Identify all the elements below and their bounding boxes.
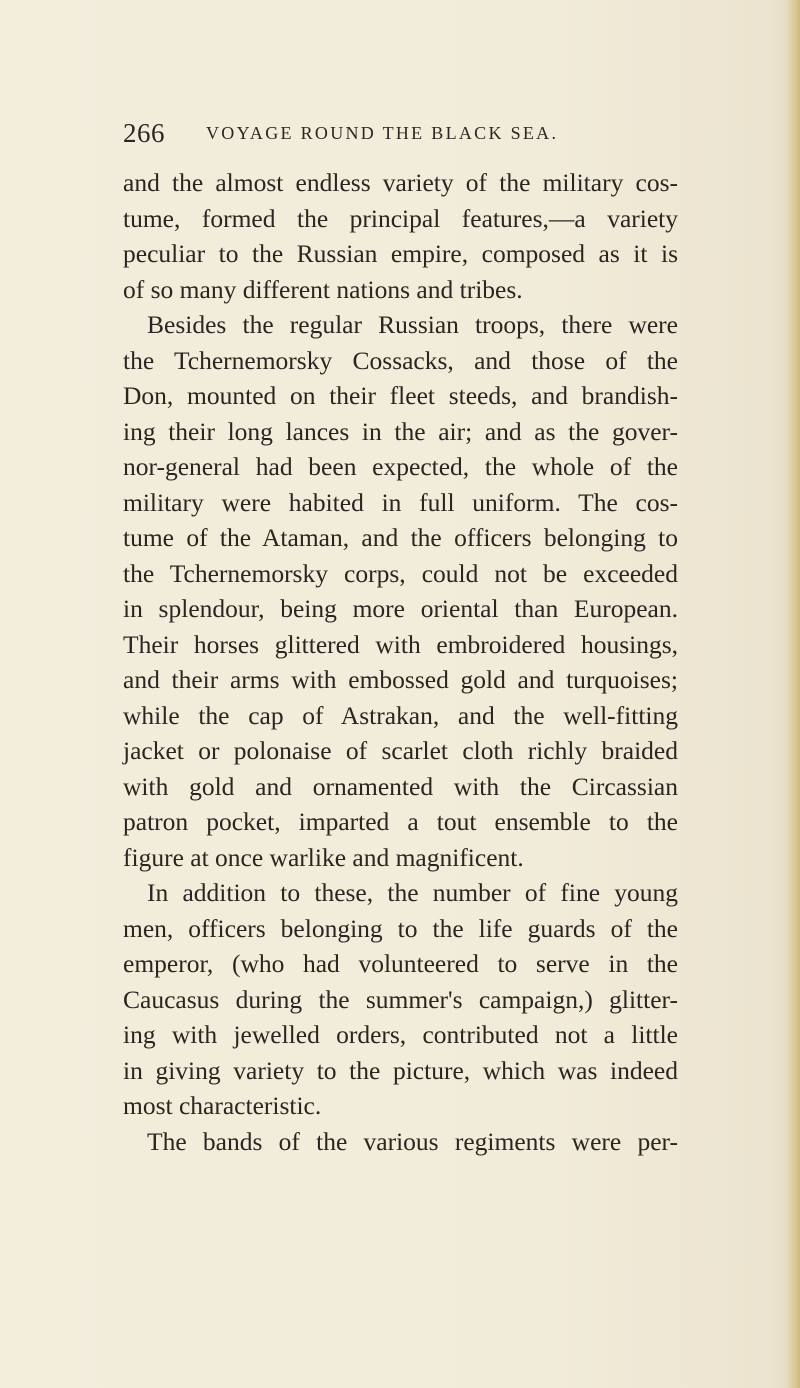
text-line: military were habited in full uniform. The cos-	[123, 487, 678, 517]
paragraph-start-line: The bands of the various regiments were per-	[147, 1126, 678, 1156]
text-line: men, officers belonging to the life guards of the	[123, 913, 678, 943]
text-line: patron pocket, imparted a tout ensemble to the	[123, 807, 678, 836]
paragraph-start-line: Besides the regular Russian troops, there were	[147, 310, 678, 339]
text-line: Their horses glittered with embroidered housings,	[123, 629, 678, 659]
text-line: peculiar to the Russian empire, composed as it is	[123, 239, 678, 268]
text-line: in giving variety to the picture, which was indeed	[123, 1055, 678, 1085]
text-line: with gold and ornamented with the Circassian	[123, 771, 678, 801]
page-number: 266	[123, 118, 165, 148]
text-line: figure at once warlike and magnificent.	[123, 842, 524, 872]
text-line: most characteristic.	[123, 1091, 322, 1120]
page-edge	[786, 0, 800, 1388]
text-line: and their arms with embossed gold and turquoises;	[123, 665, 678, 694]
text-line: emperor, (who had volunteered to serve in the	[123, 949, 678, 978]
text-line: ing with jewelled orders, contributed not a little	[123, 1020, 678, 1049]
text-line: in splendour, being more oriental than European.	[123, 594, 678, 623]
text-line: the Tchernemorsky Cossacks, and those of the	[123, 345, 678, 375]
text-line: ing their long lances in the air; and as the gover-	[123, 416, 678, 446]
text-line: of so many different nations and tribes.	[123, 274, 523, 304]
text-line: tume, formed the principal features,—a variety	[123, 203, 678, 233]
body-text	[123, 165, 678, 1159]
page-header	[123, 118, 643, 152]
text-line: and the almost endless variety of the military cos-	[123, 168, 678, 197]
text-line: Don, mounted on their fleet steeds, and brandish-	[123, 381, 678, 410]
text-line: nor-general had been expected, the whole of the	[123, 452, 678, 481]
running-head: VOYAGE ROUND THE BLACK SEA.	[206, 123, 559, 143]
text-line: tume of the Ataman, and the officers belonging to	[123, 523, 678, 552]
text-line: the Tchernemorsky corps, could not be exceeded	[123, 558, 678, 588]
text-line: jacket or polonaise of scarlet cloth richly braided	[123, 736, 678, 765]
text-line: while the cap of Astrakan, and the well-fitting	[123, 700, 678, 730]
text-line: Caucasus during the summer's campaign,) glitter-	[123, 984, 678, 1014]
paragraph-start-line: In addition to these, the number of fine young	[147, 878, 678, 907]
